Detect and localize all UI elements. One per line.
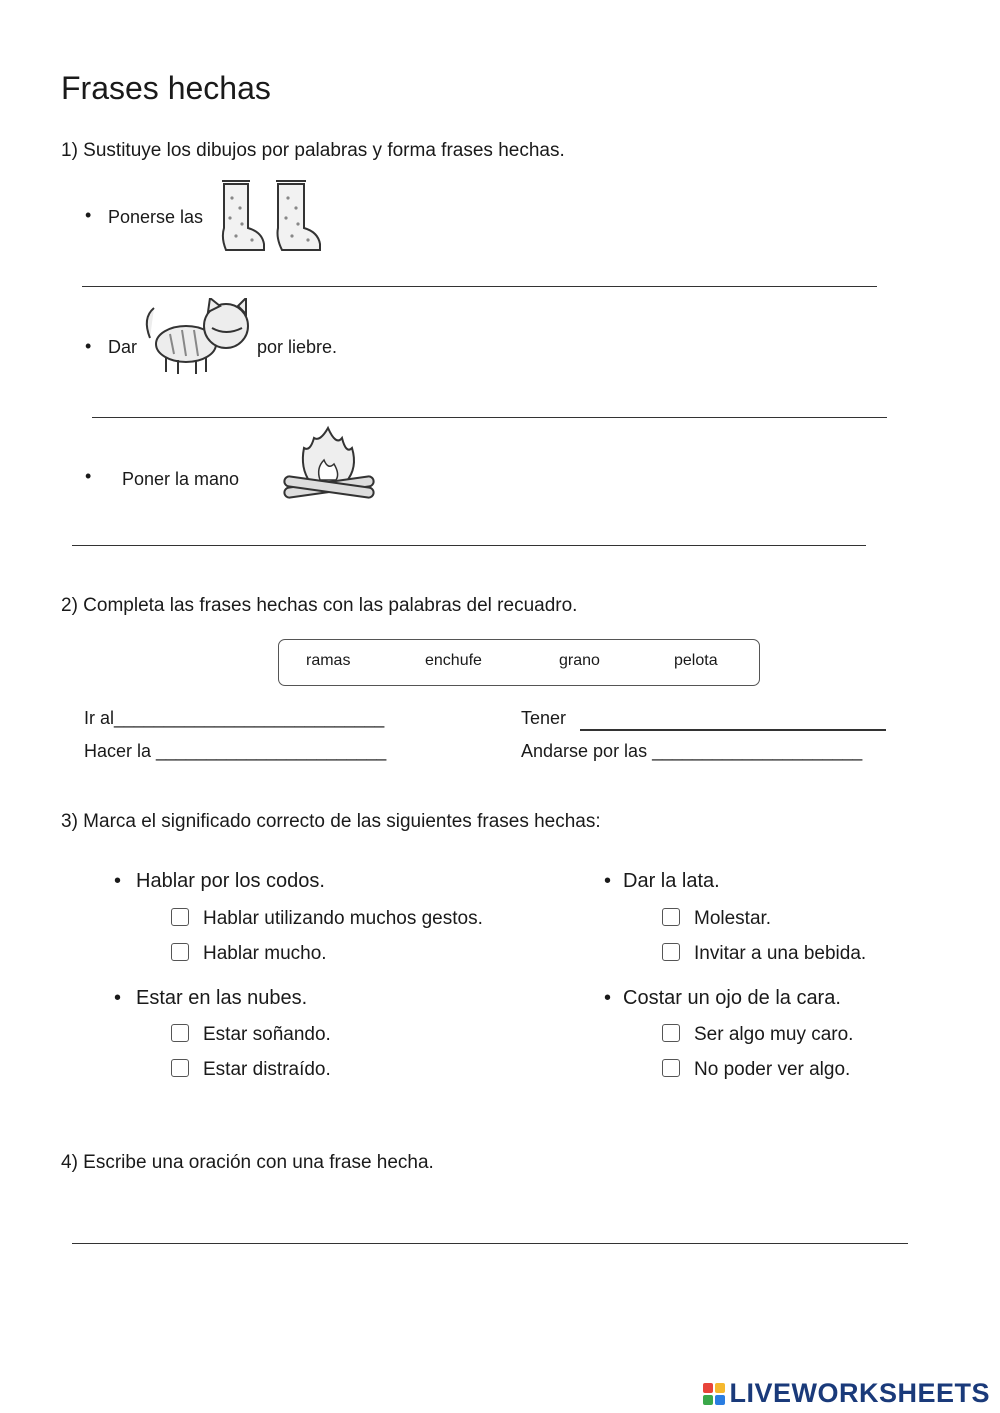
q1-item-2-text-after: por liebre. [257,337,338,357]
q3-group-1-head: Hablar por los codos. [136,870,325,892]
fill-blank-ir-al[interactable]: Ir al___________________________ [84,708,385,728]
word-box [278,639,760,686]
q3-group-2-option-2: Invitar a una bebida. [694,943,867,964]
fill-blank-andarse[interactable]: Andarse por las _____________________ [521,741,863,761]
logo-square [703,1383,713,1393]
question-4-prompt: 4) Escribe una oración con una frase hecha. [61,1152,434,1173]
answer-line[interactable] [72,1243,908,1244]
bullet: • [85,205,92,225]
word-grano: grano [559,652,600,669]
page-title: Frases hechas [61,70,271,106]
bullet: • [604,870,612,892]
checkbox[interactable] [662,908,680,926]
checkbox[interactable] [171,908,189,926]
fill-blank-hacer-la[interactable]: Hacer la _______________________ [84,741,387,761]
checkbox[interactable] [171,1059,189,1077]
q3-group-4-head: Costar un ojo de la cara. [623,987,841,1009]
q3-group-4-option-1: Ser algo muy caro. [694,1024,854,1045]
q3-group-2-option-1: Molestar. [694,908,772,929]
q3-group-3-head: Estar en las nubes. [136,987,308,1009]
question-2-prompt: 2) Completa las frases hechas con las palabras del recuadro. [61,595,578,616]
q3-group-4-option-2: No poder ver algo. [694,1059,851,1080]
logo-square [703,1395,713,1405]
q3-group-3-option-2: Estar distraído. [203,1059,331,1080]
checkbox[interactable] [662,1024,680,1042]
word-pelota: pelota [674,652,718,669]
word-ramas: ramas [306,652,351,669]
fill-blank-tener[interactable] [580,729,886,731]
bullet: • [114,870,122,892]
boots-icon [218,178,338,256]
logo-square [715,1383,725,1393]
checkbox[interactable] [662,943,680,961]
logo-text: LIVEWORKSHEETS [729,1378,990,1408]
q3-group-1-option-2: Hablar mucho. [203,943,327,964]
question-1-prompt: 1) Sustituye los dibujos por palabras y forma frases hechas. [61,140,565,161]
bullet: • [85,466,92,486]
cat-icon [140,298,255,376]
q1-item-3-text: Poner la mano [122,469,240,489]
fill-blank-tener-label: Tener [521,708,567,728]
q3-group-3-option-1: Estar soñando. [203,1024,331,1045]
checkbox[interactable] [171,943,189,961]
bullet: • [85,336,92,356]
question-3-prompt: 3) Marca el significado correcto de las siguientes frases hechas: [61,811,601,832]
q1-item-2-text-before: Dar [108,337,138,357]
bullet: • [114,987,122,1009]
bullet: • [604,987,612,1009]
logo-mark-icon [703,1383,725,1405]
q3-group-2-head: Dar la lata. [623,870,720,892]
answer-line[interactable] [72,545,866,546]
answer-line[interactable] [82,286,877,287]
checkbox[interactable] [171,1024,189,1042]
fire-icon [280,424,378,504]
answer-line[interactable] [92,417,887,418]
checkbox[interactable] [662,1059,680,1077]
q3-group-1-option-1: Hablar utilizando muchos gestos. [203,908,483,929]
liveworksheets-logo [703,1378,990,1409]
word-enchufe: enchufe [425,652,482,669]
q1-item-1-text: Ponerse las [108,207,204,227]
logo-square [715,1395,725,1405]
